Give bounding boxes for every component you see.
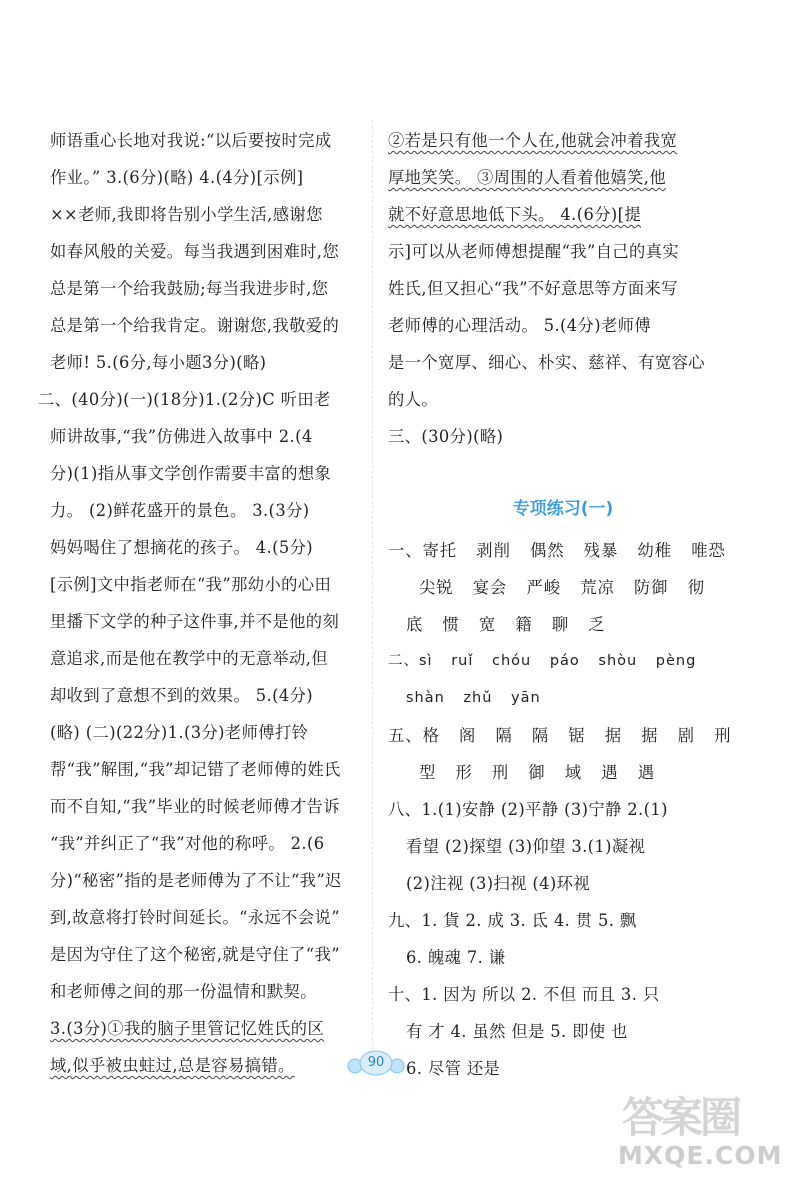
answer-10-line-3: 6. 尽管 还是 [406, 1059, 501, 1078]
left-line-6: 总是第一个给我肯定。谢谢您,我敬爱的 [50, 316, 340, 335]
section-title: 专项练习(一) [512, 499, 614, 519]
answer-5-line-1: 五、格 阁 隔 隔 锯 据 据 剧 刑 [388, 726, 732, 745]
left-line-19: 而不自知,“我”毕业的时候老师傅才告诉 [50, 797, 340, 816]
left-column [38, 122, 385, 1084]
answer-1-line-1: 一、寄托 剥削 偶然 残暴 幼稚 唯恐 [388, 541, 726, 560]
left-line-3: ××老师,我即将告别小学生活,感谢您 [50, 205, 323, 224]
left-line-9: 师讲故事,“我”仿佛进入故事中 2.(4 [50, 427, 313, 446]
watermark-bottom-text: MXQE.COM [618, 1141, 783, 1170]
left-line-18: 帮“我”解围,“我”却记错了老师傅的姓氏 [50, 760, 341, 779]
left-line-12: 妈妈喝住了想摘花的孩子。 4.(5分) [50, 538, 314, 557]
answer-5-line-2: 型 形 刑 御 域 遇 遇 [419, 763, 656, 782]
right-line-5: 姓氏,但又担心“我”不好意思等方面来写 [388, 279, 678, 298]
left-line-8: 二、(40分)(一)(18分)1.(2分)C 听田老 [38, 390, 331, 409]
left-line-14: 里播下文学的种子这件事,并不是他的刻 [50, 612, 340, 631]
left-line-15: 意追求,而是他在教学中的无意举动,但 [50, 649, 329, 668]
page-number-badge [345, 1048, 407, 1078]
right-line-2-text: 厚地笑笑。 ③周围的人看着他嬉笑,他 [388, 168, 667, 187]
answer-10-line-1: 十、1. 因为 所以 2. 不但 而且 3. 只 [388, 985, 660, 1004]
answer-2-line-2: shàn zhǔ yān [406, 690, 541, 706]
answer-2-line-1: 二、sì ruǐ chóu páo shòu pèng [388, 653, 697, 669]
answer-8-line-2: 看望 (2)探望 (3)仰望 3.(1)凝视 [406, 837, 646, 856]
right-line-6: 老师傅的心理活动。 5.(4分)老师傅 [388, 316, 652, 335]
right-line-1 [388, 122, 738, 159]
right-line-8: 的人。 [388, 390, 439, 409]
right-line-2 [388, 159, 738, 196]
left-line-26-text: 域,似乎被虫蛀过,总是容易搞错。 [50, 1056, 295, 1075]
right-line-9: 三、(30分)(略) [388, 427, 504, 446]
left-line-4: 如春风般的关爱。每当我遇到困难时,您 [50, 242, 340, 261]
left-line-22: 到,故意将打铃时间延长。“永远不会说” [50, 908, 340, 927]
right-line-1-text: ②若是只有他一个人在,他就会冲着我宽 [388, 131, 678, 150]
right-line-4: 示]可以从老师傅想提醒“我”自己的真实 [388, 242, 680, 261]
right-line-3 [388, 196, 738, 233]
left-line-21: 分)“秘密”指的是老师傅为了不让“我”迟 [50, 871, 342, 890]
right-line-3-text: 就不好意思地低下头。 4.(6分)[提 [388, 205, 642, 224]
left-line-10: 分)(1)指从事文学创作需要丰富的想象 [50, 464, 332, 483]
left-line-17: (略) (二)(22分)1.(3分)老师傅打铃 [50, 723, 309, 742]
left-line-25 [50, 1010, 385, 1047]
column-divider [372, 120, 373, 1050]
right-column [388, 122, 738, 1087]
left-line-11: 力。 (2)鲜花盛开的景色。 3.(3分) [50, 501, 310, 520]
left-line-25-text: 3.(3分)①我的脑子里管记忆姓氏的区 [50, 1019, 325, 1038]
right-line-7: 是一个宽厚、细心、朴实、慈祥、有宽容心 [388, 353, 705, 372]
left-line-16: 却收到了意想不到的效果。 5.(4分) [50, 686, 314, 705]
answer-8-line-3: (2)注视 (3)扫视 (4)环视 [406, 874, 591, 893]
left-line-26 [50, 1047, 385, 1084]
left-line-23: 是因为守住了这个秘密,就是守住了“我” [50, 945, 340, 964]
left-line-7: 老师! 5.(6分,每小题3分)(略) [50, 353, 267, 372]
answer-1-line-3: 底 惯 宽 籍 聊 乏 [406, 615, 606, 634]
answer-9-line-2: 6. 魄魂 7. 谦 [406, 948, 506, 967]
page-number: 90 [367, 1055, 385, 1070]
answer-8-line-1: 八、1.(1)安静 (2)平静 (3)宁静 2.(1) [388, 800, 668, 819]
left-line-2: 作业。” 3.(6分)(略) 4.(4分)[示例] [50, 168, 304, 187]
answer-10-line-2: 有 才 4. 虽然 但是 5. 即使 也 [406, 1022, 628, 1041]
left-line-1: 师语重心长地对我说:“以后要按时完成 [50, 131, 332, 150]
answer-9-line-1: 九、1. 貨 2. 成 3. 氐 4. 贯 5. 飘 [388, 911, 637, 930]
left-line-20: “我”并纠正了“我”对他的称呼。 2.(6 [50, 834, 325, 853]
left-line-24: 和老师傅之间的那一份温情和默契。 [50, 982, 317, 1001]
watermark-top-text: 答案圈 [622, 1093, 740, 1142]
left-line-13: [示例]文中指老师在“我”那幼小的心田 [50, 575, 332, 594]
answer-1-line-2: 尖锐 宴会 严峻 荒凉 防御 彻 [419, 578, 705, 597]
watermark-logo [600, 1085, 795, 1177]
left-line-5: 总是第一个给我鼓励;每当我进步时,您 [50, 279, 329, 298]
